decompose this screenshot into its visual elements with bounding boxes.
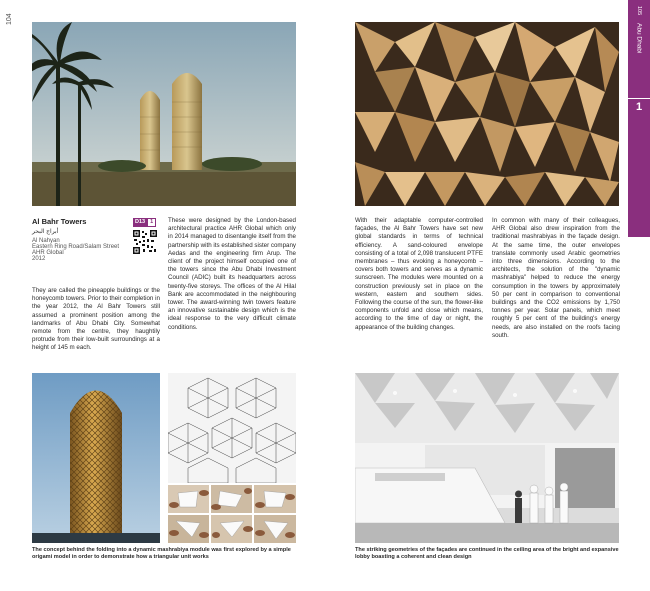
left-page-number: 104 bbox=[6, 13, 13, 25]
entry-year: 2012 bbox=[32, 256, 46, 262]
location-badge bbox=[133, 218, 156, 227]
origami-photos bbox=[168, 485, 296, 543]
right-page-number: 105 bbox=[636, 6, 642, 16]
facade-closeup-photo bbox=[355, 22, 619, 206]
towers-exterior-photo bbox=[32, 22, 296, 206]
badge-sub: 1 bbox=[147, 218, 156, 227]
text-column-1: They are called the pineapple buildings or the honeycomb towers. Prior to their completion in the year 2012, the Al Bahr Towers still assumed a prominent position among the landmarks of Abu Dhabi City. Somewhat remote from the centre, they haughtily protrude from their low-built surroundings at a height of 145 m each. bbox=[32, 287, 160, 352]
chapter-number: 1 bbox=[635, 100, 643, 113]
entry-district: Al Nahyan bbox=[32, 238, 60, 244]
entry-arabic-title: أبراج البحر bbox=[32, 229, 59, 235]
tab-divider bbox=[628, 98, 650, 99]
caption-left: The concept behind the folding into a dynamic mashrabiya module was first explored by a simple origami model in order to demonstrate how a triangular unit works bbox=[32, 547, 291, 560]
qr-code bbox=[133, 230, 157, 254]
section-tab bbox=[628, 0, 650, 237]
lobby-photo bbox=[355, 373, 619, 543]
entry-title: Al Bahr Towers bbox=[32, 217, 87, 226]
text-column-4: In common with many of their colleagues, AHR Global also drew inspiration from the traditional mashrabiyas in the façade design. At the same time, the outer envelopes translate commonly used Arabic geometries into three dimensions. According to the architects, the solution of the "dynamic mashrabiya" helped to reduce the energy consumption in the towers by approximately 50 per cent in comparison to conventional buildings and the CO2 emissions by 1,750 tonnes per year. Solar panels, which meet roughly 5 per cent of the building's energy needs, are also installed on the roofs facing south. bbox=[492, 217, 620, 339]
text-column-2: These were designed by the London-based architectural practice AHR Global which only in 2014 managed to disentangle itself from the partnership with its established sister company Aedas and the engineering firm Arup. The client of the project himself occupied one of the towers since the Abu Dhabi Investment Council (ADIC) built its headquarters across twenty-five storeys. The offices of the Al Hilal Bank are accommodated in the neighbouring tower. The award-winning twin towers feature an innovative sustainable design which is the ideal response to the very difficult climate conditions. bbox=[168, 217, 296, 331]
badge-code: D13 bbox=[135, 219, 146, 225]
caption-right: The striking geometries of the façades are continued in the ceiling area of the bright and expansive lobby boasting a coherent and clean design bbox=[355, 547, 619, 560]
section-tab-label: Abu Dhabi bbox=[635, 23, 643, 54]
golden-tower-photo bbox=[32, 373, 160, 543]
entry-address: Eastern Ring Road/Salam Street bbox=[32, 244, 120, 250]
origami-diagram bbox=[168, 373, 296, 483]
text-column-3: With their adaptable computer-controlled façades, the Al Bahr Towers have set new global standards in terms of technical efficiency. A sand-coloured envelope consisting of a total of 2,098 translucent PTFE membranes – thus evoking a honeycomb – covers both towers and serves as a dynamic sunscreen. The modules were mounted on a construction previously set in place on the western, eastern and southern sides. Following the course of the sun, the flower-like components unfold and close which means, according to the time of day or night, the appearance of the building changes. bbox=[355, 217, 483, 331]
entry-architect: AHR Global bbox=[32, 250, 64, 256]
